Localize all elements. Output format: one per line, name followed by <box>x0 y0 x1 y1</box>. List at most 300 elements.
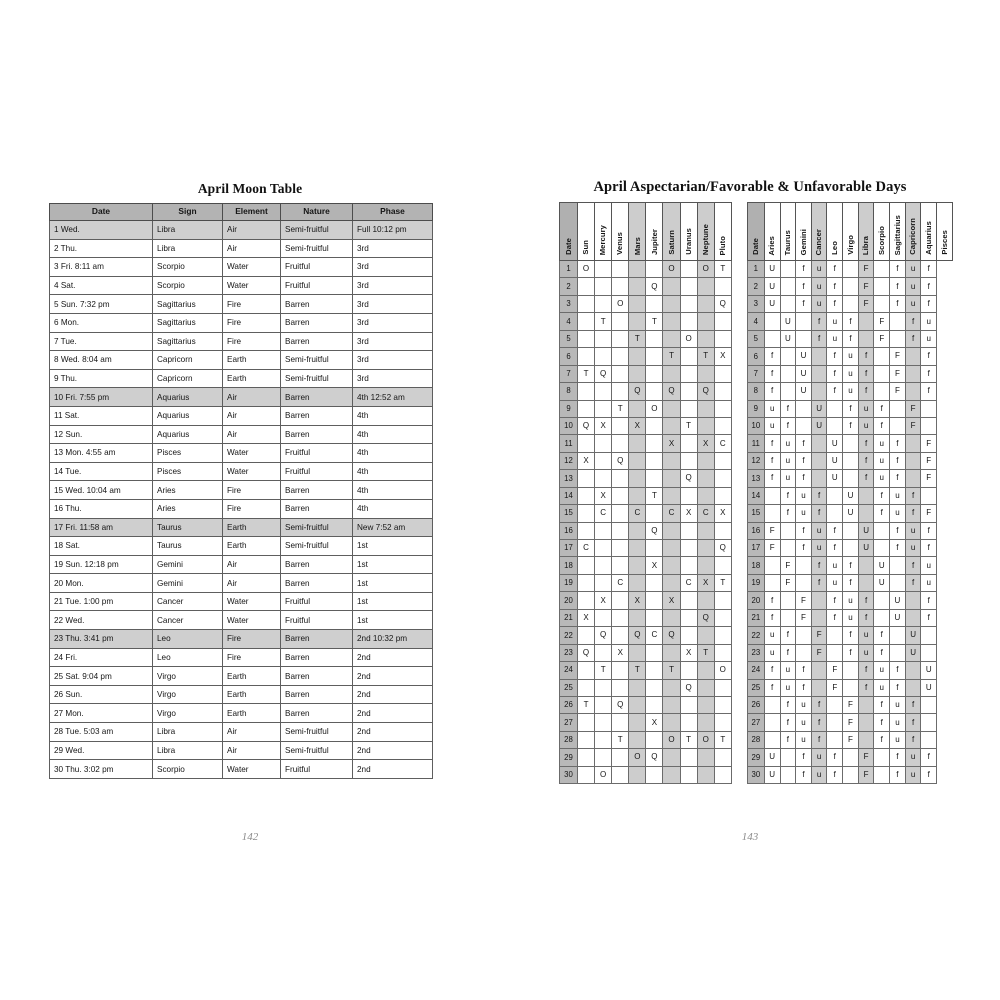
aspectarian-cell-neptune <box>697 557 714 574</box>
favorable-row-date: 25 <box>747 679 764 696</box>
aspectarian-row-date: 17 <box>560 540 578 557</box>
moon-table-row <box>50 276 433 295</box>
moon-cell-phase: 2nd <box>353 723 433 742</box>
aspectarian-cell-sun: C <box>578 540 595 557</box>
aspectarian-cell-uranus <box>680 540 697 557</box>
favorable-col-aries <box>764 203 780 261</box>
aspectarian-cell-jupiter <box>646 470 663 487</box>
favorable-cell-gemini: f <box>796 749 812 766</box>
favorable-row-date: 30 <box>747 766 764 783</box>
favorable-row <box>747 749 952 766</box>
moon-cell-nature: Fruitful <box>281 276 353 295</box>
favorable-cell-cancer: u <box>811 261 827 278</box>
favorable-col-gemini <box>796 203 812 261</box>
favorable-row-date: 17 <box>747 540 764 557</box>
favorable-cell-taurus: u <box>780 435 796 452</box>
favorable-cell-libra <box>858 505 874 522</box>
favorable-cell-sagittarius <box>890 400 906 417</box>
aspectarian-cell-jupiter <box>646 679 663 696</box>
moon-cell-element: Water <box>223 258 281 277</box>
favorable-cell-libra: u <box>858 644 874 661</box>
favorable-cell-aries <box>764 313 780 330</box>
moon-cell-nature: Barren <box>281 667 353 686</box>
favorable-cell-virgo: f <box>843 627 859 644</box>
aspectarian-cell-venus <box>612 714 629 731</box>
favorable-cell-aries <box>764 487 780 504</box>
favorable-cell-aquarius: f <box>921 522 937 539</box>
aspectarian-row-date: 3 <box>560 295 578 312</box>
aspectarian-col-uranus <box>680 203 697 261</box>
aspectarian-cell-pluto <box>714 452 731 469</box>
favorable-cell-leo: f <box>827 348 843 365</box>
favorable-cell-capricorn: f <box>905 696 921 713</box>
moon-cell-phase: 4th <box>353 499 433 518</box>
moon-cell-element: Fire <box>223 481 281 500</box>
favorable-cell-aries: F <box>764 540 780 557</box>
favorable-row-date: 18 <box>747 557 764 574</box>
favorable-cell-taurus <box>780 766 796 783</box>
page-number-right: 143 <box>741 831 759 843</box>
aspectarian-row <box>560 644 732 661</box>
column-label: Uranus <box>683 228 693 255</box>
moon-cell-sign: Leo <box>153 648 223 667</box>
favorable-cell-taurus: F <box>780 557 796 574</box>
favorable-cell-aquarius <box>921 731 937 748</box>
right-page <box>500 0 1000 1000</box>
moon-cell-nature: Barren <box>281 406 353 425</box>
moon-cell-date: 23 Thu. 3:41 pm <box>50 630 153 649</box>
aspectarian-cell-mercury <box>595 540 612 557</box>
aspectarian-cell-mars <box>629 435 646 452</box>
moon-cell-sign: Scorpio <box>153 760 223 779</box>
favorable-cell-scorpio <box>874 609 890 626</box>
favorable-cell-aquarius <box>921 696 937 713</box>
aspectarian-cell-mars <box>629 609 646 626</box>
moon-cell-sign: Sagittarius <box>153 295 223 314</box>
moon-cell-sign: Libra <box>153 221 223 240</box>
favorable-col-sagittarius <box>890 203 906 261</box>
moon-cell-sign: Taurus <box>153 537 223 556</box>
aspectarian-cell-mars <box>629 261 646 278</box>
favorable-cell-capricorn: F <box>905 417 921 434</box>
aspectarian-cell-mercury: X <box>595 417 612 434</box>
aspectarian-cell-pluto: Q <box>714 540 731 557</box>
favorable-cell-aries: u <box>764 400 780 417</box>
aspectarian-cell-jupiter: T <box>646 487 663 504</box>
favorable-row <box>747 592 952 609</box>
moon-cell-nature: Fruitful <box>281 258 353 277</box>
aspectarian-row-date: 20 <box>560 592 578 609</box>
aspectarian-cell-saturn <box>663 365 680 382</box>
moon-cell-date: 13 Mon. 4:55 am <box>50 444 153 463</box>
moon-cell-date: 16 Thu. <box>50 499 153 518</box>
favorable-cell-leo: U <box>827 452 843 469</box>
moon-table-row <box>50 648 433 667</box>
favorable-cell-leo: f <box>827 592 843 609</box>
favorable-cell-gemini: U <box>796 365 812 382</box>
favorable-cell-taurus: f <box>780 731 796 748</box>
moon-cell-sign: Virgo <box>153 667 223 686</box>
aspectarian-cell-saturn: O <box>663 261 680 278</box>
moon-cell-sign: Sagittarius <box>153 313 223 332</box>
favorable-cell-leo <box>827 714 843 731</box>
favorable-cell-gemini <box>796 644 812 661</box>
favorable-cell-taurus: f <box>780 400 796 417</box>
favorable-cell-leo <box>827 400 843 417</box>
moon-cell-element: Air <box>223 388 281 407</box>
moon-cell-sign: Scorpio <box>153 276 223 295</box>
aspectarian-row-date: 23 <box>560 644 578 661</box>
favorable-cell-aries: f <box>764 592 780 609</box>
favorable-cell-virgo: f <box>843 644 859 661</box>
favorable-cell-taurus <box>780 749 796 766</box>
moon-cell-sign: Libra <box>153 723 223 742</box>
aspectarian-row <box>560 505 732 522</box>
moon-cell-phase: 3rd <box>353 295 433 314</box>
favorable-body <box>747 261 952 784</box>
moon-cell-element: Fire <box>223 332 281 351</box>
aspectarian-cell-sun <box>578 435 595 452</box>
favorable-cell-aries: U <box>764 278 780 295</box>
moon-table-row <box>50 741 433 760</box>
favorable-row-date: 22 <box>747 627 764 644</box>
favorable-row <box>747 435 952 452</box>
favorable-cell-sagittarius: f <box>890 261 906 278</box>
moon-cell-sign: Gemini <box>153 555 223 574</box>
aspectarian-cell-mercury: Q <box>595 365 612 382</box>
aspectarian-cell-pluto <box>714 679 731 696</box>
moon-cell-element: Air <box>223 723 281 742</box>
aspectarian-cell-jupiter <box>646 505 663 522</box>
favorable-cell-aries: U <box>764 749 780 766</box>
favorable-row <box>747 714 952 731</box>
moon-cell-date: 28 Tue. 5:03 am <box>50 723 153 742</box>
favorable-cell-capricorn: f <box>905 714 921 731</box>
favorable-cell-aries: f <box>764 470 780 487</box>
favorable-cell-aries <box>764 696 780 713</box>
moon-cell-nature: Semi-fruitful <box>281 351 353 370</box>
moon-cell-date: 9 Thu. <box>50 369 153 388</box>
favorable-row-date: 7 <box>747 365 764 382</box>
favorable-cell-leo: U <box>827 435 843 452</box>
favorable-cell-virgo: u <box>843 348 859 365</box>
favorable-cell-gemini: f <box>796 470 812 487</box>
favorable-cell-virgo: u <box>843 383 859 400</box>
column-label: Libra <box>861 235 871 255</box>
favorable-cell-sagittarius: f <box>890 452 906 469</box>
favorable-cell-leo: f <box>827 261 843 278</box>
moon-cell-element: Air <box>223 741 281 760</box>
moon-cell-sign: Scorpio <box>153 258 223 277</box>
favorable-cell-libra: F <box>858 766 874 783</box>
favorable-cell-aquarius: f <box>921 540 937 557</box>
favorable-cell-taurus: f <box>780 417 796 434</box>
favorable-cell-sagittarius: u <box>890 731 906 748</box>
favorable-cell-gemini <box>796 330 812 347</box>
favorable-cell-cancer: F <box>811 627 827 644</box>
aspectarian-cell-neptune: T <box>697 348 714 365</box>
moon-cell-nature: Fruitful <box>281 760 353 779</box>
favorable-row <box>747 644 952 661</box>
moon-cell-nature: Semi-fruitful <box>281 723 353 742</box>
moon-col-phase: Phase <box>353 204 433 221</box>
aspectarian-cell-neptune <box>697 470 714 487</box>
aspectarian-cell-venus <box>612 383 629 400</box>
column-label: Capricorn <box>908 218 918 255</box>
moon-cell-nature: Semi-fruitful <box>281 518 353 537</box>
aspectarian-cell-uranus <box>680 487 697 504</box>
moon-cell-sign: Capricorn <box>153 369 223 388</box>
favorable-cell-capricorn: U <box>905 627 921 644</box>
favorable-cell-scorpio: u <box>874 470 890 487</box>
aspectarian-row-date: 10 <box>560 417 578 434</box>
aspectarian-row <box>560 295 732 312</box>
moon-cell-phase: 4th 12:52 am <box>353 388 433 407</box>
moon-table-row <box>50 313 433 332</box>
aspectarian-cell-pluto: T <box>714 261 731 278</box>
column-label: Mercury <box>598 224 608 255</box>
aspectarian-col-pluto <box>714 203 731 261</box>
aspectarian-cell-neptune <box>697 592 714 609</box>
favorable-cell-aries: f <box>764 348 780 365</box>
aspectarian-cell-neptune <box>697 417 714 434</box>
aspectarian-cell-neptune <box>697 452 714 469</box>
aspectarian-cell-saturn <box>663 766 680 783</box>
favorable-row <box>747 505 952 522</box>
favorable-cell-sagittarius: u <box>890 714 906 731</box>
favorable-cell-capricorn <box>905 592 921 609</box>
favorable-cell-scorpio <box>874 749 890 766</box>
favorable-col-pisces <box>937 203 953 261</box>
aspectarian-row <box>560 470 732 487</box>
moon-cell-phase: 3rd <box>353 239 433 258</box>
favorable-cell-aquarius: u <box>921 557 937 574</box>
aspectarian-row-date: 14 <box>560 487 578 504</box>
aspectarian-row <box>560 557 732 574</box>
aspectarian-col-mercury <box>595 203 612 261</box>
aspectarian-cell-mars <box>629 365 646 382</box>
moon-cell-sign: Aries <box>153 481 223 500</box>
moon-cell-phase: 3rd <box>353 313 433 332</box>
column-label: Virgo <box>845 235 855 255</box>
aspectarian-cell-sun <box>578 505 595 522</box>
aspectarian-col-venus <box>612 203 629 261</box>
aspectarian-row <box>560 592 732 609</box>
favorable-col-taurus <box>780 203 796 261</box>
moon-table-row <box>50 221 433 240</box>
favorable-cell-sagittarius: F <box>890 348 906 365</box>
aspectarian-cell-mars: T <box>629 662 646 679</box>
favorable-cell-capricorn: u <box>905 278 921 295</box>
favorable-cell-leo: u <box>827 557 843 574</box>
aspectarian-cell-venus <box>612 592 629 609</box>
favorable-cell-sagittarius: u <box>890 505 906 522</box>
favorable-row <box>747 731 952 748</box>
moon-table-row <box>50 537 433 556</box>
favorable-row <box>747 696 952 713</box>
aspectarian-cell-pluto <box>714 365 731 382</box>
favorable-cell-scorpio <box>874 766 890 783</box>
aspectarian-row-date: 6 <box>560 348 578 365</box>
favorable-cell-capricorn: f <box>905 557 921 574</box>
moon-cell-element: Earth <box>223 537 281 556</box>
aspectarian-cell-saturn <box>663 574 680 591</box>
favorable-cell-scorpio <box>874 365 890 382</box>
aspectarian-cell-uranus <box>680 452 697 469</box>
moon-cell-sign: Pisces <box>153 462 223 481</box>
favorable-row <box>747 261 952 278</box>
favorable-cell-scorpio: f <box>874 505 890 522</box>
aspectarian-cell-jupiter <box>646 644 663 661</box>
moon-cell-nature: Barren <box>281 499 353 518</box>
moon-cell-element: Air <box>223 574 281 593</box>
favorable-cell-taurus <box>780 261 796 278</box>
favorable-cell-sagittarius: F <box>890 383 906 400</box>
moon-table-row <box>50 611 433 630</box>
moon-cell-phase: 1st <box>353 574 433 593</box>
favorable-cell-virgo: F <box>843 696 859 713</box>
aspectarian-cell-sun: X <box>578 609 595 626</box>
moon-table-row <box>50 258 433 277</box>
aspectarian-cell-uranus: X <box>680 644 697 661</box>
aspectarian-cell-uranus: O <box>680 330 697 347</box>
favorable-cell-gemini: f <box>796 766 812 783</box>
aspectarian-cell-sun <box>578 487 595 504</box>
aspectarian-cell-uranus <box>680 662 697 679</box>
aspectarian-cell-jupiter <box>646 435 663 452</box>
aspectarian-row-date: 5 <box>560 330 578 347</box>
favorable-cell-libra <box>858 574 874 591</box>
aspectarian-row-date: 27 <box>560 714 578 731</box>
favorable-cell-virgo: f <box>843 417 859 434</box>
aspectarian-cell-neptune <box>697 714 714 731</box>
aspectarian-cell-pluto <box>714 330 731 347</box>
aspectarian-cell-jupiter: Q <box>646 522 663 539</box>
favorable-cell-libra: u <box>858 417 874 434</box>
aspectarian-cell-pluto <box>714 592 731 609</box>
moon-cell-element: Water <box>223 760 281 779</box>
aspectarian-cell-mercury <box>595 609 612 626</box>
moon-cell-date: 3 Fri. 8:11 am <box>50 258 153 277</box>
moon-cell-nature: Barren <box>281 685 353 704</box>
moon-cell-date: 1 Wed. <box>50 221 153 240</box>
favorable-cell-sagittarius: f <box>890 540 906 557</box>
moon-cell-date: 18 Sat. <box>50 537 153 556</box>
column-label: Date <box>751 238 761 256</box>
favorable-cell-virgo <box>843 452 859 469</box>
aspectarian-row <box>560 278 732 295</box>
favorable-cell-virgo <box>843 679 859 696</box>
favorable-cell-gemini: u <box>796 696 812 713</box>
favorable-cell-leo <box>827 505 843 522</box>
favorable-row-date: 19 <box>747 574 764 591</box>
favorable-cell-aquarius: F <box>921 470 937 487</box>
moon-cell-sign: Sagittarius <box>153 332 223 351</box>
aspectarian-cell-sun <box>578 383 595 400</box>
moon-cell-nature: Barren <box>281 388 353 407</box>
favorable-cell-virgo: f <box>843 400 859 417</box>
aspectarian-cell-mars <box>629 470 646 487</box>
favorable-cell-virgo: f <box>843 574 859 591</box>
favorable-cell-capricorn: F <box>905 400 921 417</box>
favorable-cell-capricorn: f <box>905 505 921 522</box>
favorable-cell-cancer <box>811 365 827 382</box>
aspectarian-cell-uranus <box>680 749 697 766</box>
favorable-cell-cancer: U <box>811 400 827 417</box>
aspectarian-cell-sun: Q <box>578 417 595 434</box>
favorable-cell-cancer: f <box>811 487 827 504</box>
aspectarian-cell-venus <box>612 609 629 626</box>
aspectarian-cell-uranus <box>680 295 697 312</box>
favorable-cell-taurus: u <box>780 679 796 696</box>
favorable-cell-virgo: u <box>843 592 859 609</box>
moon-cell-element: Air <box>223 406 281 425</box>
favorable-cell-cancer <box>811 435 827 452</box>
favorable-cell-aquarius <box>921 417 937 434</box>
aspectarian-cell-jupiter <box>646 295 663 312</box>
favorable-row-date: 10 <box>747 417 764 434</box>
favorable-cell-aries <box>764 505 780 522</box>
favorable-cell-libra: f <box>858 470 874 487</box>
aspectarian-cell-pluto: T <box>714 731 731 748</box>
aspectarian-cell-venus <box>612 365 629 382</box>
moon-cell-phase: 4th <box>353 444 433 463</box>
aspectarian-cell-mars: T <box>629 330 646 347</box>
aspectarian-row <box>560 487 732 504</box>
aspectarian-cell-jupiter <box>646 365 663 382</box>
favorable-row <box>747 313 952 330</box>
favorable-cell-aries: u <box>764 644 780 661</box>
aspectarian-cell-uranus <box>680 383 697 400</box>
favorable-row-date: 14 <box>747 487 764 504</box>
moon-cell-sign: Taurus <box>153 518 223 537</box>
favorable-cell-capricorn: u <box>905 522 921 539</box>
favorable-col-virgo <box>843 203 859 261</box>
aspectarian-cell-pluto <box>714 557 731 574</box>
aspectarian-cell-saturn <box>663 417 680 434</box>
aspectarian-cell-sun <box>578 313 595 330</box>
aspectarian-cell-pluto <box>714 313 731 330</box>
aspectarian-row <box>560 383 732 400</box>
moon-table-row <box>50 685 433 704</box>
aspectarian-row <box>560 766 732 783</box>
aspectarian-cell-saturn: Q <box>663 383 680 400</box>
moon-table-row <box>50 518 433 537</box>
aspectarian-col-jupiter <box>646 203 663 261</box>
aspectarian-cell-mars <box>629 540 646 557</box>
favorable-cell-leo: f <box>827 609 843 626</box>
favorable-row <box>747 365 952 382</box>
favorable-cell-capricorn: f <box>905 330 921 347</box>
aspectarian-row-date: 8 <box>560 383 578 400</box>
aspectarian-cell-jupiter: T <box>646 313 663 330</box>
favorable-cell-gemini: u <box>796 731 812 748</box>
aspectarian-cell-venus <box>612 505 629 522</box>
favorable-row <box>747 295 952 312</box>
favorable-cell-aries: f <box>764 383 780 400</box>
moon-cell-nature: Semi-fruitful <box>281 537 353 556</box>
aspectarian-row <box>560 261 732 278</box>
aspectarian-cell-mercury <box>595 522 612 539</box>
aspectarian-cell-uranus <box>680 261 697 278</box>
aspectarian-row-date: 28 <box>560 731 578 748</box>
aspectarian-cell-pluto <box>714 487 731 504</box>
moon-cell-nature: Barren <box>281 332 353 351</box>
aspectarian-cell-sun <box>578 662 595 679</box>
aspectarian-header-row <box>560 203 732 261</box>
aspectarian-cell-mercury <box>595 470 612 487</box>
favorable-cell-capricorn: f <box>905 313 921 330</box>
